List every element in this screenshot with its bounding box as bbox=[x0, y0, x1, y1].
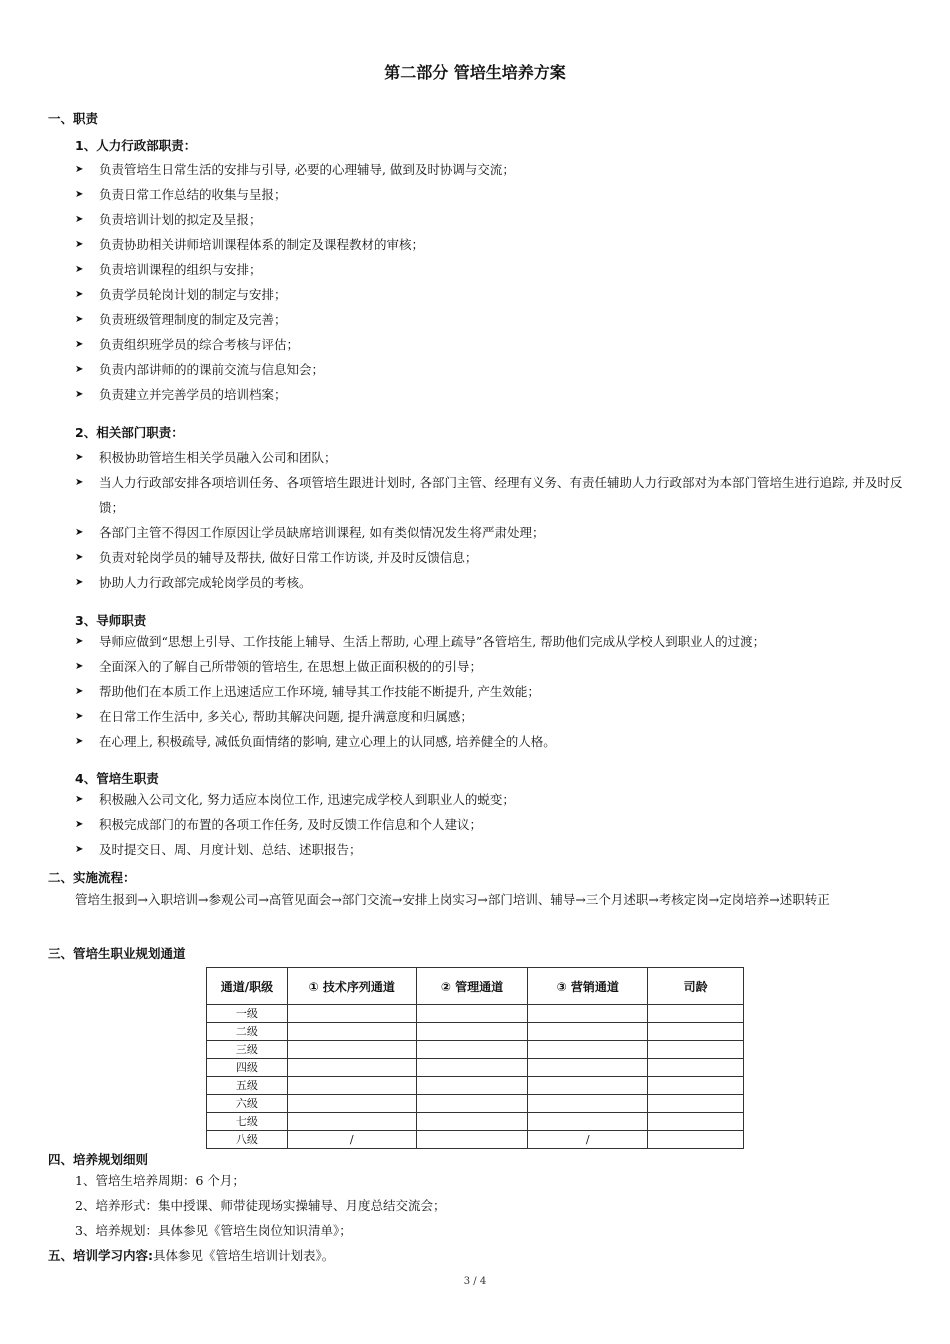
table-cell bbox=[528, 1113, 648, 1131]
table-cell bbox=[287, 1059, 416, 1077]
table-cell bbox=[528, 1059, 648, 1077]
table-row bbox=[207, 1077, 744, 1095]
list-item: ➤ 负责管培生日常生活的安排与引导, 必要的心理辅导, 做到及时协调与交流； bbox=[75, 157, 905, 182]
list-item: ➤ 负责组织班学员的综合考核与评估； bbox=[75, 332, 905, 357]
column-header: ③ 营销通道 bbox=[528, 968, 648, 1005]
list-item: ➤ 各部门主管不得因工作原因让学员缺席培训课程, 如有类似情况发生将严肃处理； bbox=[75, 520, 905, 545]
arrowhead-bullet-icon: ➤ bbox=[75, 844, 84, 855]
list-item: ➤ 负责协助相关讲师培训课程体系的制定及课程教材的审核； bbox=[75, 232, 905, 257]
arrowhead-bullet-icon: ➤ bbox=[75, 527, 84, 538]
arrowhead-bullet-icon: ➤ bbox=[75, 661, 84, 672]
table-cell bbox=[648, 1077, 744, 1095]
arrowhead-bullet-icon: ➤ bbox=[75, 452, 84, 463]
arrowhead-bullet-icon: ➤ bbox=[75, 164, 84, 175]
table-cell: 七级 bbox=[207, 1113, 288, 1131]
table-cell bbox=[528, 1005, 648, 1023]
list-item: ➤ 负责建立并完善学员的培训档案； bbox=[75, 382, 905, 407]
table-cell: 一级 bbox=[207, 1005, 288, 1023]
list-item: ➤ 在心理上, 积极疏导, 减低负面情绪的影响, 建立心理上的认同感, 培养健全的人格。 bbox=[75, 729, 905, 754]
table-row bbox=[207, 1131, 744, 1149]
table-header-row bbox=[207, 968, 744, 1005]
list-item: ➤ 协助人力行政部完成轮岗学员的考核。 bbox=[75, 570, 905, 595]
arrowhead-bullet-icon: ➤ bbox=[75, 389, 84, 400]
plan-item: 3、培养规划：具体参见《管培生岗位知识清单》； bbox=[75, 1223, 352, 1238]
list-item: ➤ 积极融入公司文化, 努力适应本岗位工作, 迅速完成学校人到职业人的蜕变； bbox=[75, 787, 905, 812]
arrowhead-bullet-icon: ➤ bbox=[75, 636, 84, 647]
table-row bbox=[207, 1113, 744, 1131]
table-cell: 六级 bbox=[207, 1095, 288, 1113]
table-cell bbox=[648, 1041, 744, 1059]
table-row bbox=[207, 1005, 744, 1023]
table-cell bbox=[416, 1113, 528, 1131]
sub2-heading: 2、相关部门职责： bbox=[75, 425, 184, 440]
list-item: ➤ 导师应做到“思想上引导、工作技能上辅导、生活上帮助, 心理上疏导”各管培生, 帮助他们完成从学校人到职业人的过渡； bbox=[75, 629, 905, 654]
arrowhead-bullet-icon: ➤ bbox=[75, 314, 84, 325]
table-cell bbox=[648, 1005, 744, 1023]
arrowhead-bullet-icon: ➤ bbox=[75, 711, 84, 722]
list-item: ➤ 积极完成部门的布置的各项工作任务, 及时反馈工作信息和个人建议； bbox=[75, 812, 905, 837]
process-flow-text: 管培生报到→入职培训→参观公司→高管见面会→部门交流→安排上岗实习→部门培训、辅导→三个月述职→考核定岗→定岗培养→述职转正 bbox=[75, 892, 830, 907]
table-cell bbox=[648, 1113, 744, 1131]
arrowhead-bullet-icon: ➤ bbox=[75, 477, 84, 488]
table-cell: 四级 bbox=[207, 1059, 288, 1077]
table-cell bbox=[287, 1077, 416, 1095]
list-item: ➤ 在日常工作生活中, 多关心, 帮助其解决问题, 提升满意度和归属感； bbox=[75, 704, 905, 729]
table-cell: / bbox=[287, 1131, 416, 1149]
list-item: ➤ 负责学员轮岗计划的制定与安排； bbox=[75, 282, 905, 307]
list-item: ➤ 负责日常工作总结的收集与呈报； bbox=[75, 182, 905, 207]
arrowhead-bullet-icon: ➤ bbox=[75, 189, 84, 200]
arrowhead-bullet-icon: ➤ bbox=[75, 364, 84, 375]
table-cell bbox=[528, 1041, 648, 1059]
list-item: ➤ 负责班级管理制度的制定及完善； bbox=[75, 307, 905, 332]
table-cell bbox=[528, 1095, 648, 1113]
section1-heading: 一、职责 bbox=[48, 111, 99, 126]
arrowhead-bullet-icon: ➤ bbox=[75, 819, 84, 830]
table-cell bbox=[416, 1095, 528, 1113]
table-cell bbox=[287, 1095, 416, 1113]
arrowhead-bullet-icon: ➤ bbox=[75, 686, 84, 697]
list-item: ➤ 帮助他们在本质工作上迅速适应工作环境, 辅导其工作技能不断提升, 产生效能； bbox=[75, 679, 905, 704]
table-cell bbox=[648, 1131, 744, 1149]
table-cell bbox=[416, 1077, 528, 1095]
list-item: ➤ 负责培训计划的拟定及呈报； bbox=[75, 207, 905, 232]
arrowhead-bullet-icon: ➤ bbox=[75, 214, 84, 225]
table-row bbox=[207, 1023, 744, 1041]
table-cell bbox=[416, 1023, 528, 1041]
section3-heading: 三、管培生职业规划通道 bbox=[48, 946, 186, 961]
arrowhead-bullet-icon: ➤ bbox=[75, 339, 84, 350]
arrowhead-bullet-icon: ➤ bbox=[75, 577, 84, 588]
table-cell bbox=[287, 1041, 416, 1059]
career-path-table bbox=[206, 967, 744, 1149]
arrowhead-bullet-icon: ➤ bbox=[75, 239, 84, 250]
column-header: ① 技术序列通道 bbox=[287, 968, 416, 1005]
sub4-list bbox=[75, 787, 905, 862]
sub1-heading: 1、人力行政部职责： bbox=[75, 138, 197, 153]
sub4-heading: 4、管培生职责 bbox=[75, 771, 159, 786]
table-cell bbox=[648, 1023, 744, 1041]
list-item: ➤ 负责培训课程的组织与安排； bbox=[75, 257, 905, 282]
column-header: 通道/职级 bbox=[207, 968, 288, 1005]
table-cell: 八级 bbox=[207, 1131, 288, 1149]
table-cell: 二级 bbox=[207, 1023, 288, 1041]
table-row bbox=[207, 1095, 744, 1113]
sub3-list bbox=[75, 629, 905, 754]
arrowhead-bullet-icon: ➤ bbox=[75, 264, 84, 275]
sub1-list bbox=[75, 157, 905, 407]
arrowhead-bullet-icon: ➤ bbox=[75, 794, 84, 805]
plan-item: 2、培养形式：集中授课、师带徒现场实操辅导、月度总结交流会； bbox=[75, 1198, 446, 1213]
page-number: 3 / 4 bbox=[463, 1276, 487, 1287]
section5-heading: 五、培训学习内容: bbox=[48, 1248, 153, 1263]
table-cell bbox=[287, 1005, 416, 1023]
table-cell bbox=[287, 1113, 416, 1131]
table-cell bbox=[648, 1059, 744, 1077]
section5-text: 具体参见《管培生培训计划表》。 bbox=[153, 1248, 335, 1263]
table-cell bbox=[416, 1041, 528, 1059]
table-cell bbox=[528, 1077, 648, 1095]
table-cell bbox=[287, 1023, 416, 1041]
list-item: ➤ 积极协助管培生相关学员融入公司和团队； bbox=[75, 445, 905, 470]
page-title: 第二部分 管培生培养方案 bbox=[384, 63, 566, 82]
section5-line bbox=[48, 1243, 334, 1268]
section4-heading: 四、培养规划细则 bbox=[48, 1152, 149, 1167]
list-item: ➤ 负责内部讲师的的课前交流与信息知会； bbox=[75, 357, 905, 382]
arrowhead-bullet-icon: ➤ bbox=[75, 736, 84, 747]
section2-heading: 二、实施流程： bbox=[48, 870, 136, 885]
column-header: ② 管理通道 bbox=[416, 968, 528, 1005]
table-cell bbox=[648, 1095, 744, 1113]
sub2-list bbox=[75, 445, 905, 595]
sub3-heading: 3、导师职责 bbox=[75, 613, 147, 628]
list-item: ➤ 全面深入的了解自己所带领的管培生, 在思想上做正面积极的的引导； bbox=[75, 654, 905, 679]
table-cell: 三级 bbox=[207, 1041, 288, 1059]
list-item: ➤ 当人力行政部安排各项培训任务、各项管培生跟进计划时, 各部门主管、经理有义务、有责任辅助人力行政部对为本部门管培生进行追踪, 并及时反馈； bbox=[75, 470, 905, 520]
table-cell: / bbox=[528, 1131, 648, 1149]
table-cell bbox=[416, 1059, 528, 1077]
table-cell bbox=[416, 1005, 528, 1023]
table-cell bbox=[528, 1023, 648, 1041]
arrowhead-bullet-icon: ➤ bbox=[75, 289, 84, 300]
list-item: ➤ 及时提交日、周、月度计划、总结、述职报告； bbox=[75, 837, 905, 862]
arrowhead-bullet-icon: ➤ bbox=[75, 552, 84, 563]
column-header: 司龄 bbox=[648, 968, 744, 1005]
table-row bbox=[207, 1041, 744, 1059]
list-item: ➤ 负责对轮岗学员的辅导及帮扶, 做好日常工作访谈, 并及时反馈信息； bbox=[75, 545, 905, 570]
plan-item: 1、管培生培养周期：6 个月； bbox=[75, 1173, 245, 1188]
table-row bbox=[207, 1059, 744, 1077]
table-cell: 五级 bbox=[207, 1077, 288, 1095]
table-cell bbox=[416, 1131, 528, 1149]
